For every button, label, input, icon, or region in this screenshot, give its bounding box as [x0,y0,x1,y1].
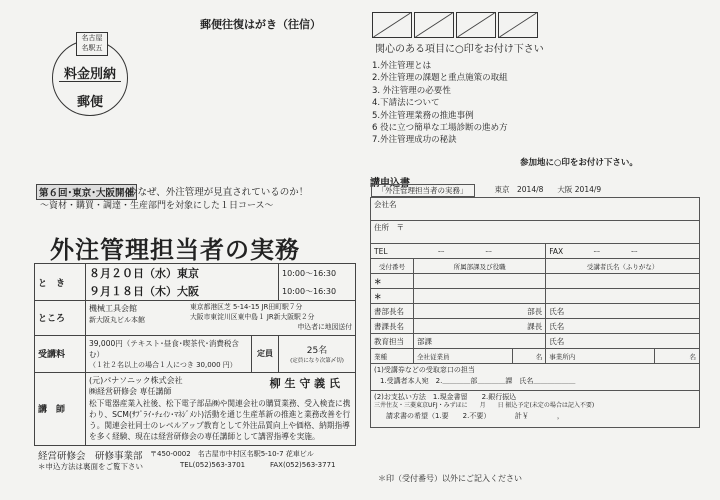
event-tagline: 今なぜ、外注管理が見直されているのか！ [128,187,309,198]
head-dept[interactable]: 部長 [414,304,546,319]
venue-osaka: 新大阪丸ビル本館 [89,316,145,324]
address-field[interactable]: 住所 〒 [371,221,700,244]
office-address: 〒450-0002 名古屋市中村区名駅5-10-7 花車ビル [150,450,314,458]
capacity-label: 定員 [251,336,278,372]
lecturer-label: 講 師 [35,372,86,445]
tel-field[interactable]: TEL ー ー [371,244,546,259]
receipt-cell: ＊ [371,274,414,289]
fax-field[interactable]: FAX ー ー [546,244,700,259]
event-title: 外注管理担当者の実務 [50,236,300,264]
head-name[interactable]: 氏名 [546,304,700,319]
attendee-cell[interactable] [546,289,700,304]
venue-osaka-option[interactable]: 大阪 2014/9 [557,185,602,194]
ticket-contact[interactable]: (1)受講券などの受取窓口の担当 1.受講者本人宛 2.＿＿＿＿部＿＿＿＿課 氏名＿＿＿＿＿＿ [371,364,700,391]
venue-circle-note: 参加地に○印をお付け下さい。 [520,158,638,168]
list-item[interactable]: 4.下請法について [372,98,440,109]
event-subtitle: ～資材・購買・調達・生産部門を対象にした１日コース～ [40,201,274,211]
where-label: ところ [35,301,86,336]
training-dept[interactable]: 部課 [414,334,546,349]
employees-label: 全社従業員 [414,349,513,364]
training-label: 教育担当 [371,334,414,349]
address-osaka: 大阪市東淀川区東中島１ JR新大阪駅２分 [190,312,315,321]
employees-unit[interactable]: 名 [512,349,546,364]
application-note: ＊申込方法は裏面をご覧下さい [38,462,143,471]
form-footer-note: ＊印（受付番号）以外にご記入ください [378,474,522,483]
receipt-cell: ＊ [371,289,414,304]
col-department: 所属部課及び役職 [414,259,546,274]
course-name: 「外注管理担当者の実務」 [371,184,475,197]
payment-method[interactable]: (2)お支払い方法 1.現金書留 2.銀行振込 三井住友・三菱東京UFJ・みずほに 月 日 振込予定(未定の場合は記入不要) 請求書の希望（1.要 2.不要） 計￥ ， [371,391,700,428]
industry-label: 業種 [371,349,414,364]
office-name: 経営研修会 研修事業部 [38,451,143,462]
col-receipt: 受付番号 [371,259,414,274]
card-title: 郵便往復はがき（往信） [200,18,321,31]
department-cell[interactable] [414,289,546,304]
list-item[interactable]: 6 役に立つ簡単な工場診断の進め方 [372,123,508,134]
postal-code-box [498,12,538,38]
map-note: 申込者に地図送付 [297,322,352,331]
manager-name[interactable]: 氏名 [546,319,700,334]
manager-label: 書課長名 [371,319,414,334]
date-osaka: ９月１８日（木）大阪 [86,282,279,301]
department-cell[interactable] [414,274,546,289]
lecturer-bio: 松下電器産業入社後、松下電子部品㈱や関連会社の購買業務、受入検査に携わり、SCM(ｻﾌﾟﾗｲ･ﾁｪｲﾝ･ﾏﾈｼﾞﾒﾝﾄ)活動を通じ生産革新の推進と業務改善を行う。関連会社同士のレベルアップ教育として外注品質向上や価格、納期指導を多く経験、現在は経営研修会の専任講師として講習指導を実施。 [89,398,351,442]
staff-label: 事業所内 [546,349,655,364]
postmark-line1: 料金別納 [63,67,116,82]
postmark-line2: 郵便 [76,95,103,110]
lecturer-org2: ㈱経営研修会 専任講師 [89,386,172,396]
list-item[interactable]: 5.外注管理業務の推進事例 [372,110,474,121]
attendee-cell[interactable] [546,274,700,289]
time-osaka: 10:00～16:30 [279,282,356,301]
fee-group: （１社２名以上の場合１人につき 30,000 円） [89,360,237,369]
staff-unit[interactable]: 名 [655,349,700,364]
list-item[interactable]: 3. 外注管理の必要性 [372,85,451,96]
application-form [370,184,700,428]
list-item[interactable]: 7.外注管理成功の秘訣 [372,135,457,146]
postage-paid-mark [52,34,128,116]
office-fax: FAX(052)563-3771 [270,461,336,469]
lecturer-name: 柳 生 守 義 氏 [269,376,340,390]
date-tokyo: ８月２０日（水）東京 [86,264,279,283]
application-title: 講申込書 [370,178,410,189]
venue-tokyo: 機械工具会館 [89,304,137,313]
list-item[interactable]: 1.外注管理とは [372,61,432,71]
postal-code-box [372,12,412,38]
interest-heading: 関心のある項目に○印をお付け下さい [375,44,544,55]
when-label: と き [35,264,86,301]
list-item[interactable]: 2.外注管理の課題と重点施策の取組 [372,73,508,84]
col-attendee: 受講者氏名（ふりがな） [546,259,700,274]
lecturer-org1: (元)パナソニック株式会社 [89,375,183,385]
training-name[interactable]: 氏名 [546,334,700,349]
event-tag: 第６回･東京･大阪開催 [36,184,137,200]
event-info-table [34,263,356,446]
head-label: 書部長名 [371,304,414,319]
fee-label: 受講料 [35,335,86,372]
capacity-note: (定員になり次第〆切) [290,358,344,365]
office-tel: TEL(052)563-3701 [180,461,246,469]
postal-code-box [456,12,496,38]
company-field[interactable]: 会社名 [371,198,700,221]
fee-main: 39,000円（テキスト･昼食･喫茶代･消費税含む） [89,338,239,359]
manager-dept[interactable]: 課長 [414,319,546,334]
postmark-office: 名古屋 名駅五 [76,32,108,56]
venue-tokyo-option[interactable]: 東京 2014/8 [494,185,544,194]
capacity-value: 25名 [306,346,328,357]
postal-code-box [414,12,454,38]
interest-list [372,60,508,147]
address-tokyo: 東京都港区芝 5-14-15 JR田町駅７分 [190,303,303,311]
time-tokyo: 10:00～16:30 [279,264,356,283]
